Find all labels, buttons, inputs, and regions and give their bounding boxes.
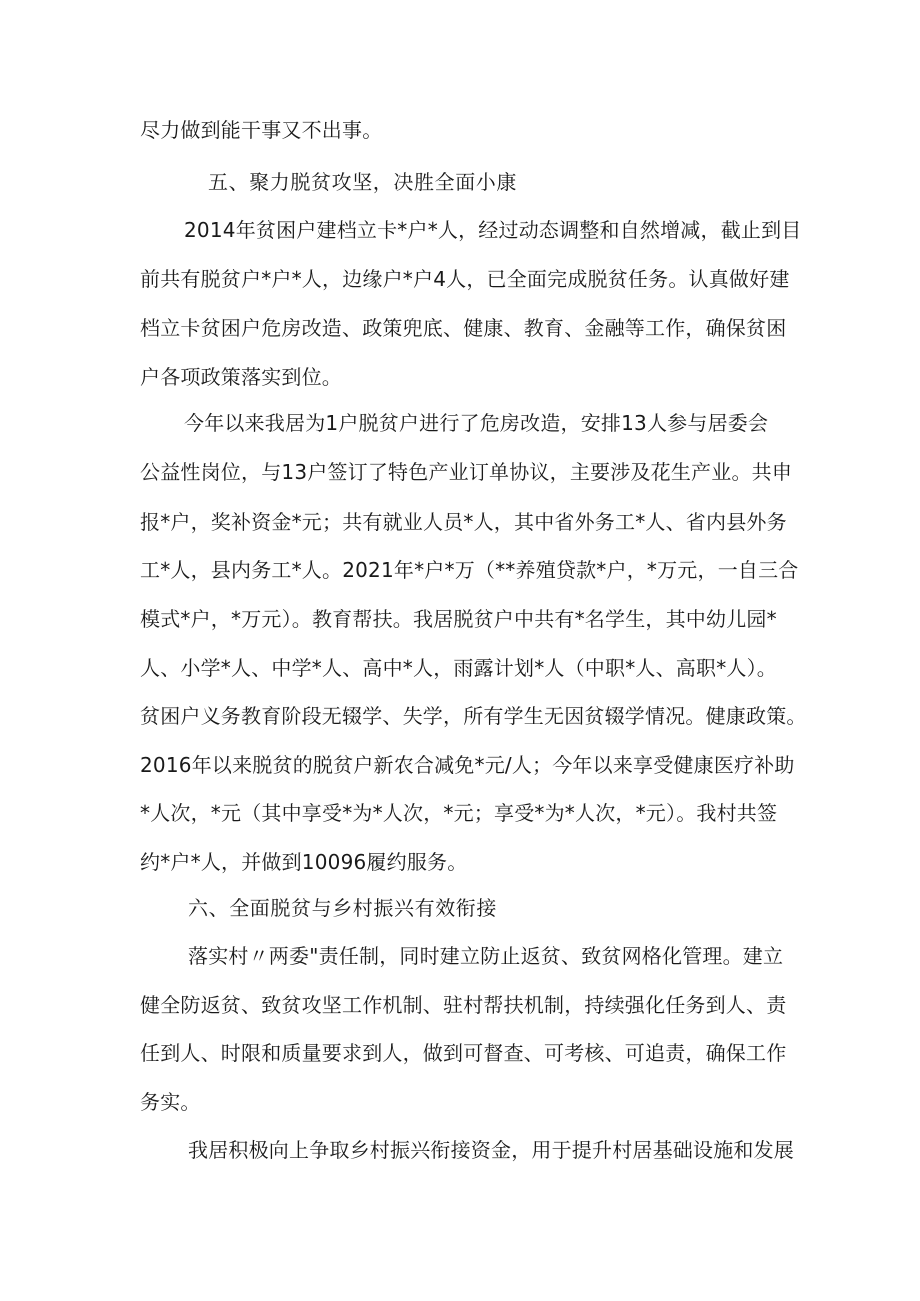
text-line: 前共有脱贫户*户*人，边缘户*户4人，已全面完成脱贫任务。认真做好建 [140, 267, 790, 291]
text-line: 任到人、时限和质量要求到人，做到可督查、可考核、可追责，确保工作 [140, 1041, 787, 1065]
section-heading: 五、聚力脱贫攻坚，决胜全面小康 [208, 170, 517, 194]
text-line: 落实村〃两委"责任制，同时建立防止返贫、致贫网格化管理。建立 [188, 944, 784, 968]
text-line: 尽力做到能干事又不出事。 [140, 118, 383, 142]
text-line: 人、小学*人、中学*人、高中*人，雨露计划*人（中职*人、高职*人）。 [140, 656, 777, 680]
text-line: 公益性岗位，与13户签订了特色产业订单协议，主要涉及花生产业。共申 [140, 460, 793, 484]
text-line: 模式*户，*万元）。教育帮扶。我居脱贫户中共有*名学生，其中幼儿园* [140, 607, 777, 631]
text-line: 务实。 [140, 1090, 201, 1114]
text-line: *人次，*元（其中享受*为*人次，*元；享受*为*人次，*元）。我村共签 [140, 801, 778, 825]
text-line: 2016年以来脱贫的脱贫户新农合减免*元/人；今年以来享受健康医疗补助 [140, 753, 795, 777]
text-line: 贫困户义务教育阶段无辍学、失学，所有学生无因贫辍学情况。健康政策。 [140, 704, 807, 728]
text-line: 户各项政策落实到位。 [140, 365, 342, 389]
section-heading: 六、全面脱贫与乡村振兴有效衔接 [188, 896, 497, 920]
text-line: 约*户*人，并做到10096履约服务。 [140, 850, 468, 874]
text-line: 档立卡贫困户危房改造、政策兜底、健康、教育、金融等工作，确保贫困 [140, 316, 787, 340]
text-line: 健全防返贫、致贫攻坚工作机制、驻村帮扶机制，持续强化任务到人、责 [140, 993, 787, 1017]
text-line: 报*户，奖补资金*元；共有就业人员*人，其中省外务工*人、省内县外务 [140, 510, 787, 534]
text-line: 工*人，县内务工*人。2021年*户*万（**养殖贷款*户，*万元，一自三合 [140, 558, 799, 582]
text-line: 我居积极向上争取乡村振兴衔接资金，用于提升村居基础设施和发展 [188, 1138, 794, 1162]
text-line: 今年以来我居为1户脱贫户进行了危房改造，安排13人参与居委会 [184, 411, 769, 435]
text-line: 2014年贫困户建档立卡*户*人，经过动态调整和自然增减，截止到目 [184, 218, 802, 242]
